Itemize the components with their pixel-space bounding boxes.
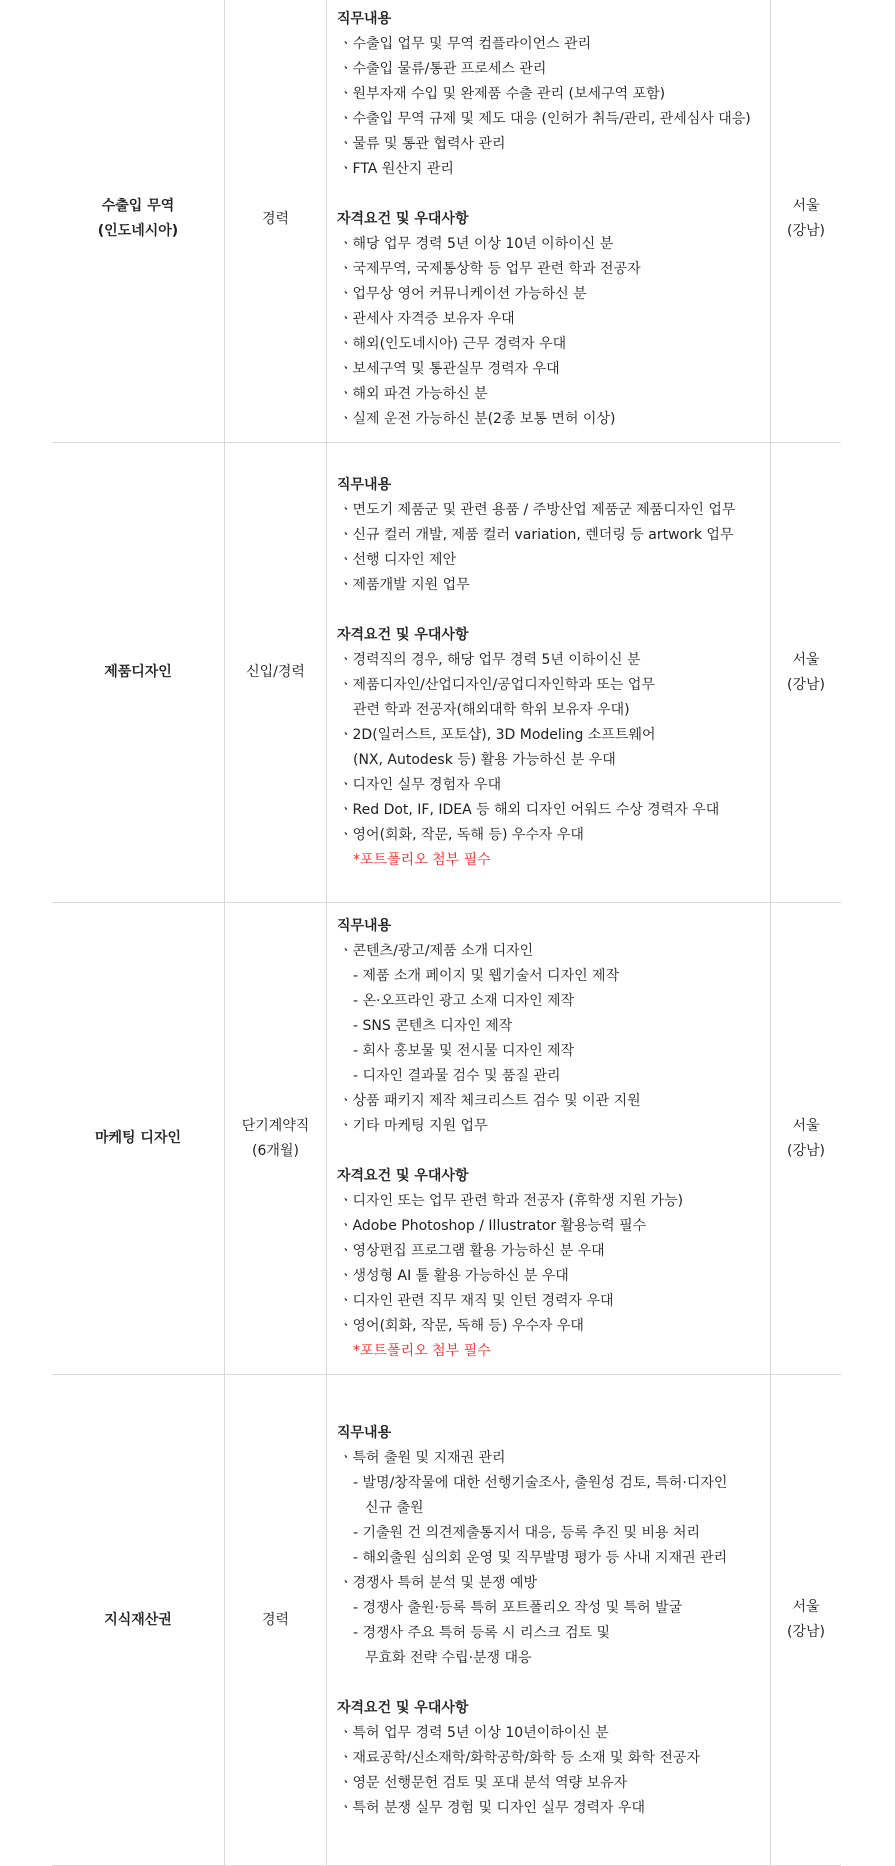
qualification-item: ㆍ관세사 자격증 보유자 우대: [339, 311, 515, 327]
job-postings-body: [52, 0, 841, 1866]
duty-item: ㆍ경쟁사 특허 분석 및 분쟁 예방: [339, 1574, 538, 1591]
employment-type-cell-line: 단기계약직: [241, 1117, 310, 1134]
location-cell-line: (강남): [787, 223, 825, 239]
qualification-item: ㆍ2D(일러스트, 포토샵), 3D Modeling 소프트웨어: [339, 727, 656, 743]
employment-type-cell: [225, 1375, 327, 1866]
qualification-item: ㆍ디자인 관련 직무 재직 및 인턴 경력자 우대: [339, 1293, 614, 1309]
job-postings-table: [52, 0, 841, 1866]
qualifications-heading: 자격요건 및 우대사항: [337, 211, 469, 227]
location-cell-line: (강남): [787, 1624, 825, 1640]
description-cell: [327, 0, 771, 443]
department-cell-line: 마케팅 디자인: [94, 1130, 182, 1146]
duty-item: ㆍ원부자재 수입 및 완제품 수출 관리 (보세구역 포함): [339, 86, 666, 102]
duty-subitem: - SNS 콘텐츠 디자인 제작: [353, 1018, 513, 1034]
job-row: [52, 443, 841, 903]
qualifications-heading: 자격요건 및 우대사항: [337, 1168, 469, 1184]
department-cell: [52, 903, 225, 1375]
location-cell-line: 서울: [792, 1117, 820, 1134]
qualifications-heading: 자격요건 및 우대사항: [337, 627, 469, 643]
employment-type-cell-line: 경력: [261, 1611, 290, 1628]
duty-item: ㆍ수출입 물류/통관 프로세스 관리: [339, 61, 547, 77]
duties-heading: 직무내용: [337, 1424, 392, 1441]
qualification-item: ㆍ해당 업무 경력 5년 이상 10년 이하이신 분: [339, 236, 614, 252]
duty-item: ㆍ기타 마케팅 지원 업무: [339, 1118, 488, 1134]
department-cell: [52, 443, 225, 903]
qualification-item: ㆍAdobe Photoshop / Illustrator 활용능력 필수: [339, 1218, 647, 1234]
location-cell-line: (강남): [787, 676, 825, 693]
description-cell: [327, 903, 771, 1375]
duties-heading: 직무내용: [337, 918, 392, 934]
duty-subitem: - 제품 소개 페이지 및 웹기술서 디자인 제작: [353, 968, 620, 984]
section-spacer: [337, 182, 770, 207]
duty-item: ㆍ수출입 무역 규제 및 제도 대응 (인허가 취득/관리, 관세심사 대응): [339, 111, 751, 127]
duty-subitem: - 경쟁사 출원·등록 특허 포트폴리오 작성 및 특허 발굴: [353, 1599, 683, 1616]
duty-item: ㆍ수출입 업무 및 무역 컴플라이언스 관리: [339, 36, 592, 52]
job-row: [52, 1375, 841, 1866]
duty-subitem: - 회사 홍보물 및 전시물 디자인 제작: [353, 1043, 575, 1059]
qualification-item: ㆍ특허 업무 경력 5년 이상 10년이하이신 분: [339, 1724, 609, 1741]
section-spacer: [337, 598, 770, 623]
duties-heading: 직무내용: [337, 477, 392, 493]
employment-type-cell: [225, 903, 327, 1375]
duty-item: ㆍFTA 원산지 관리: [339, 161, 454, 177]
qualification-item: ㆍ디자인 실무 경험자 우대: [339, 777, 502, 793]
duty-subitem: - 기출원 건 의견제출통지서 대응, 등록 추진 및 비용 처리: [353, 1524, 701, 1541]
qualification-item: ㆍ영문 선행문헌 검토 및 포대 분석 역량 보유자: [339, 1774, 628, 1791]
qualification-item: ㆍ특허 분쟁 실무 경험 및 디자인 실무 경력자 우대: [339, 1799, 646, 1816]
qualification-item: ㆍ보세구역 및 통관실무 경력자 우대: [339, 361, 560, 377]
location-cell-line: 서울: [792, 198, 820, 214]
portfolio-required-note: *포트폴리오 첨부 필수: [353, 852, 491, 868]
qualification-item: ㆍ재료공학/신소재학/화학공학/화학 등 소재 및 화학 전공자: [339, 1749, 700, 1766]
department-cell: [52, 1375, 225, 1866]
qualification-item: ㆍ영어(회화, 작문, 독해 등) 우수자 우대: [339, 1318, 584, 1334]
location-cell: [771, 903, 842, 1375]
qualification-item: ㆍ경력직의 경우, 해당 업무 경력 5년 이하이신 분: [339, 652, 641, 668]
qualification-item: ㆍ디자인 또는 업무 관련 학과 전공자 (휴학생 지원 가능): [339, 1193, 684, 1209]
duty-item: ㆍ면도기 제품군 및 관련 용품 / 주방산업 제품군 제품디자인 업무: [339, 502, 736, 518]
employment-type-cell: [225, 443, 327, 903]
duty-item: ㆍ콘텐츠/광고/제품 소개 디자인: [339, 943, 534, 959]
employment-type-cell-line: 경력: [261, 210, 290, 227]
qualification-item: ㆍ제품디자인/산업디자인/공업디자인학과 또는 업무: [339, 677, 655, 693]
department-cell-line: 수출입 무역: [101, 198, 175, 214]
qualification-item: ㆍ실제 운전 가능하신 분(2종 보통 면허 이상): [339, 411, 616, 427]
qualification-item: ㆍ영어(회화, 작문, 독해 등) 우수자 우대: [339, 827, 584, 843]
duty-subitem: - 디자인 결과물 검수 및 품질 관리: [353, 1068, 561, 1084]
qualification-item: ㆍ업무상 영어 커뮤니케이션 가능하신 분: [339, 286, 587, 302]
duty-subitem: - 발명/창작물에 대한 선행기술조사, 출원성 검토, 특허·디자인: [353, 1474, 728, 1491]
location-cell: [771, 443, 842, 903]
qualification-item: 관련 학과 전공자(해외대학 학위 보유자 우대): [353, 702, 630, 718]
portfolio-required-note: *포트폴리오 첨부 필수: [353, 1343, 491, 1359]
duty-item: ㆍ상품 패키지 제작 체크리스트 검수 및 이관 지원: [339, 1093, 641, 1109]
department-cell-line: 지식재산권: [104, 1611, 172, 1628]
duty-subitem: 무효화 전략 수립·분쟁 대응: [365, 1649, 532, 1666]
employment-type-cell-line: (6개월): [252, 1142, 299, 1159]
duties-heading: 직무내용: [337, 11, 392, 27]
duty-subitem: - 해외출원 심의회 운영 및 직무발명 평가 등 사내 지재권 관리: [353, 1549, 728, 1566]
location-cell-line: 서울: [792, 1599, 820, 1615]
qualification-item: ㆍ영상편집 프로그램 활용 가능하신 분 우대: [339, 1243, 605, 1259]
location-cell-line: (강남): [787, 1142, 825, 1159]
location-cell: [771, 1375, 842, 1866]
section-spacer: [337, 1671, 770, 1696]
job-row: [52, 903, 841, 1375]
duty-subitem: - 온·오프라인 광고 소재 디자인 제작: [353, 993, 575, 1009]
duty-item: ㆍ선행 디자인 제안: [339, 552, 457, 568]
location-cell: [771, 0, 842, 443]
qualifications-heading: 자격요건 및 우대사항: [337, 1699, 469, 1716]
section-spacer: [337, 1139, 770, 1164]
qualification-item: ㆍ생성형 AI 툴 활용 가능하신 분 우대: [339, 1268, 569, 1284]
duty-subitem: 신규 출원: [365, 1499, 424, 1516]
department-cell-line: (인도네시아): [97, 223, 179, 239]
department-cell-line: 제품디자인: [104, 664, 172, 680]
description-cell: [327, 1375, 771, 1866]
employment-type-cell-line: 신입/경력: [246, 664, 305, 680]
qualification-item: (NX, Autodesk 등) 활용 가능하신 분 우대: [353, 752, 616, 768]
location-cell-line: 서울: [792, 651, 820, 668]
qualification-item: ㆍRed Dot, IF, IDEA 등 해외 디자인 어워드 수상 경력자 우대: [339, 802, 720, 818]
duty-item: ㆍ제품개발 지원 업무: [339, 577, 470, 593]
qualification-item: ㆍ해외(인도네시아) 근무 경력자 우대: [339, 336, 567, 352]
department-cell: [52, 0, 225, 443]
duty-item: ㆍ신규 컬러 개발, 제품 컬러 variation, 렌더링 등 artwork 업무: [339, 527, 734, 543]
job-row: [52, 0, 841, 443]
duty-item: ㆍ물류 및 통관 협력사 관리: [339, 136, 506, 152]
qualification-item: ㆍ국제무역, 국제통상학 등 업무 관련 학과 전공자: [339, 261, 641, 277]
duty-item: ㆍ특허 출원 및 지재권 관리: [339, 1449, 506, 1466]
qualification-item: ㆍ해외 파견 가능하신 분: [339, 386, 488, 402]
employment-type-cell: [225, 0, 327, 443]
description-cell: [327, 443, 771, 903]
duty-subitem: - 경쟁사 주요 특허 등록 시 리스크 검토 및: [353, 1624, 611, 1641]
